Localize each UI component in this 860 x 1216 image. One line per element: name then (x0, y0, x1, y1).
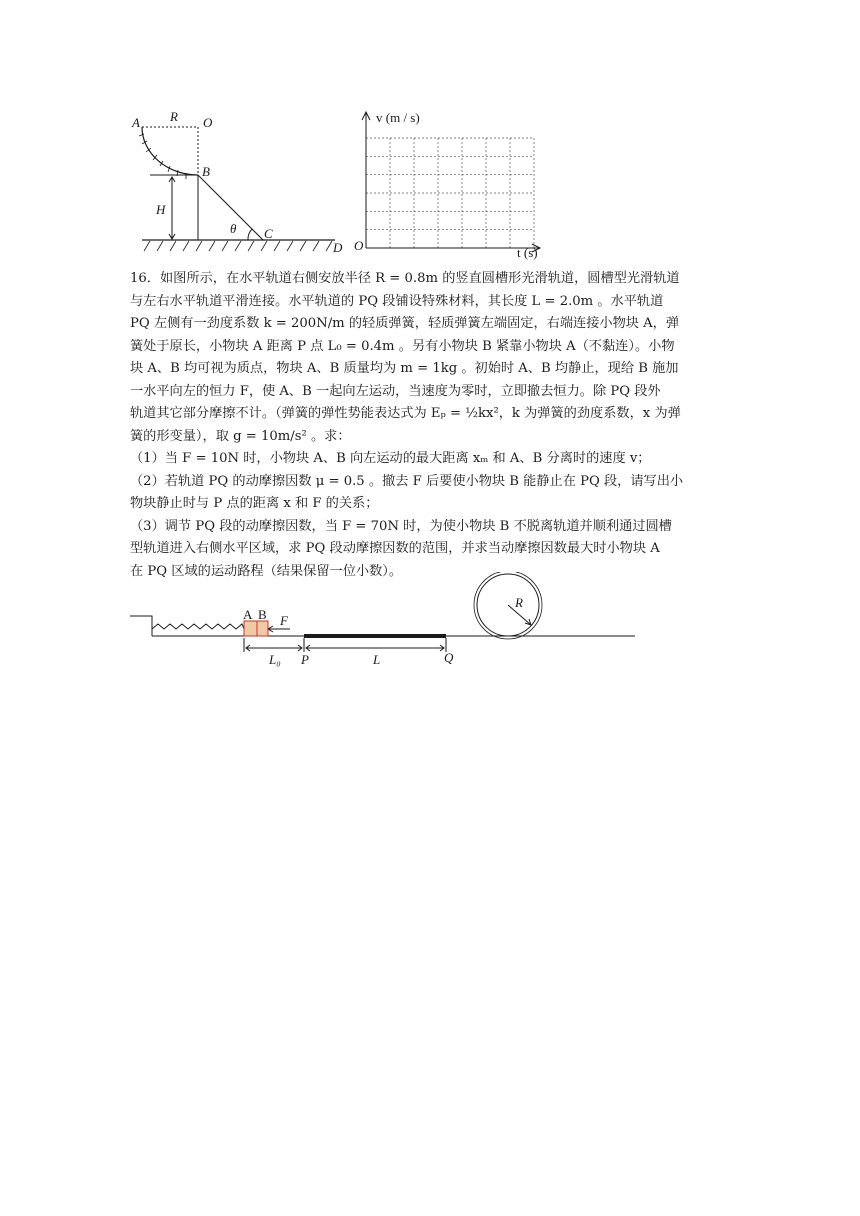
label-O: O (203, 115, 213, 130)
label-B: B (202, 164, 210, 179)
label-radius: R (515, 595, 523, 610)
label-F: F (280, 613, 288, 628)
intro-line: PQ 左侧有一劲度系数 k = 200N/m 的轻质弹簧，轻质弹簧左端固定，右端连接小物块 A，弹 (130, 316, 680, 331)
figures-top (130, 100, 550, 265)
question-1 (130, 448, 730, 471)
circular-loop (474, 572, 542, 639)
figure-track (139, 127, 335, 251)
vt-x-label: t (s) (517, 245, 538, 260)
block-B (257, 621, 268, 636)
problem-16 (130, 268, 730, 583)
label-P: P (301, 652, 309, 667)
block-A (244, 621, 257, 636)
intro-line: 块 A、B 均可视为质点，物块 A、B 质量均为 m = 1kg 。初始时 A、B 均静止，现给 B 施加 (130, 361, 679, 376)
label-L: L (373, 652, 381, 667)
intro-line: 一水平向左的恒力 F，使 A、B 一起向左运动，当速度为零时，立即撤去恒力。除 PQ 段外 (130, 383, 661, 399)
figure-spring-loop (130, 572, 650, 677)
intro-line: 与左右水平轨道平滑连接。水平轨道的 PQ 段铺设特殊材料，其长度 L = 2.0m 。水平轨道 (130, 293, 664, 309)
spring (152, 624, 244, 629)
q2-line: （2）若轨道 PQ 的动摩擦因数 μ = 0.5 。撤去 F 后要使小物块 B 能静止在 PQ 段，请写出小 (130, 473, 684, 489)
pq-segment (304, 634, 446, 638)
vt-grid (366, 138, 534, 248)
label-D: D (333, 240, 343, 255)
question-2 (130, 471, 730, 516)
intro-line: 簧的形变量），取 g = 10m/s² 。求： (130, 428, 351, 444)
q2-line: 物块静止时与 P 点的距离 x 和 F 的关系； (130, 496, 379, 511)
label-A: A (132, 115, 140, 130)
q3-line: 在 PQ 区域的运动路程（结果保留一位小数）。 (130, 563, 403, 579)
label-L0: L₀ (269, 652, 281, 667)
label-theta: θ (230, 221, 237, 236)
label-C: C (264, 226, 273, 241)
label-R: R (170, 109, 178, 124)
intro-line: 簧处于原长，小物块 A 距离 P 点 L₀ = 0.4m 。另有小物块 B 紧靠小物块 A（不黏连）。小物 (130, 338, 675, 354)
intro-line: 轨道其它部分摩擦不计。（弹簧的弹性势能表达式为 Eₚ = ½kx²，k 为弹簧的劲度系数，x 为弹 (130, 406, 681, 421)
intro-line: 16．如图所示，在水平轨道右侧安放半径 R = 0.8m 的竖直圆槽形光滑轨道，圆槽型光滑轨道 (130, 271, 680, 286)
q3-line: 型轨道进入右侧水平区域，求 PQ 段动摩擦因数的范围，并求当动摩擦因数最大时小物块 A (130, 541, 660, 556)
label-block-B: B (258, 607, 267, 622)
label-H: H (156, 202, 166, 217)
q1-line: （1）当 F = 10N 时，小物块 A、B 向左运动的最大距离 xₘ 和 A、B 分离时的速度 v； (130, 451, 651, 466)
problem-intro (130, 268, 730, 448)
q3-line: （3）调节 PQ 段的动摩擦因数，当 F = 70N 时，为使小物块 B 不脱离轨道并顺利通过圆槽 (130, 518, 672, 534)
figure-vt-graph (354, 110, 540, 260)
vt-origin: O (354, 238, 364, 253)
label-Q: Q (444, 650, 454, 665)
vt-y-label: v (m / s) (376, 110, 420, 125)
label-block-A: A (243, 607, 253, 622)
